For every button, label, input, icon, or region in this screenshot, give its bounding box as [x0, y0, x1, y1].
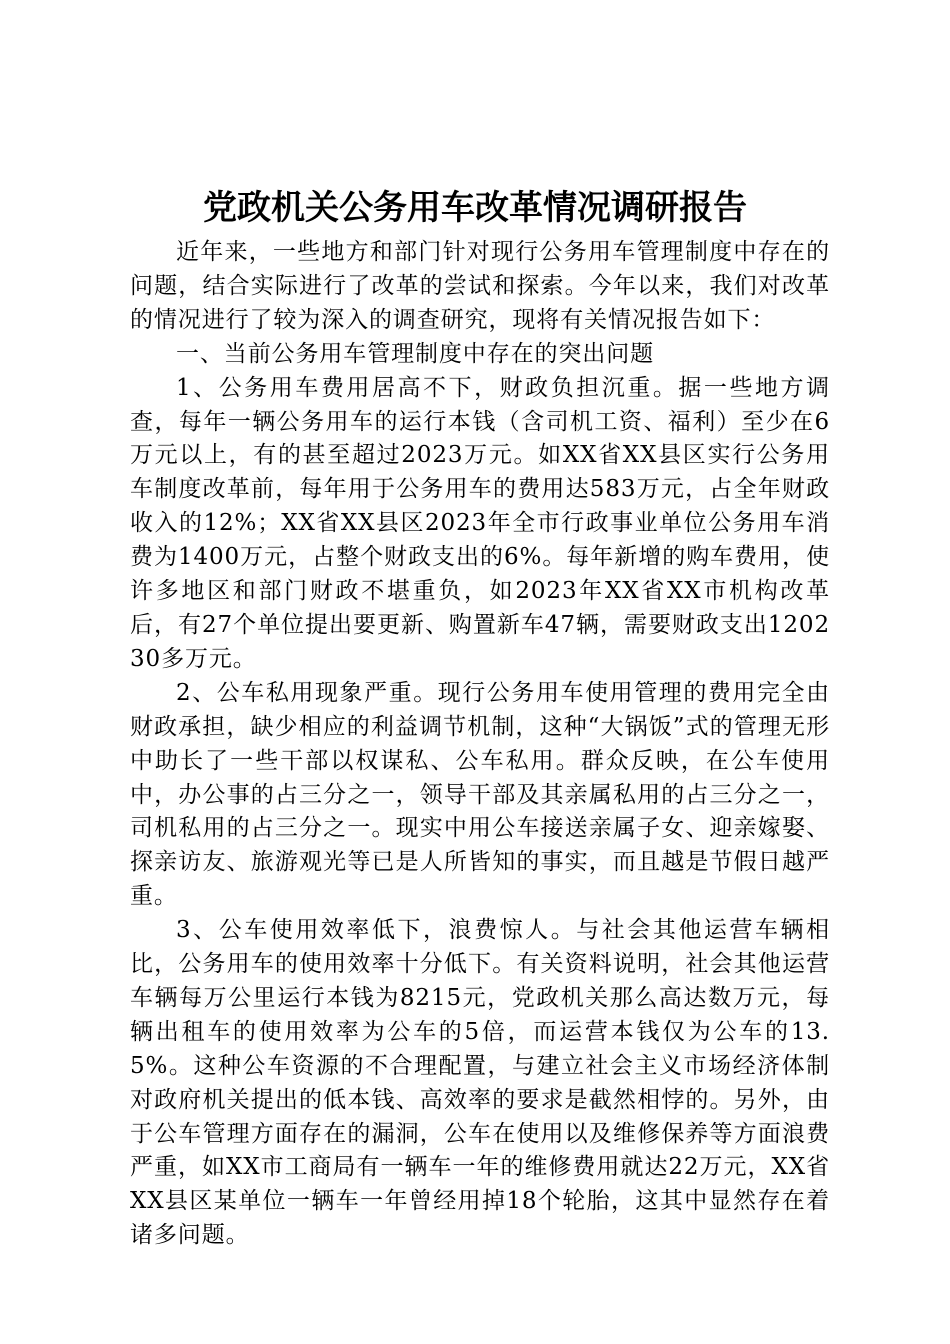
paragraph-item-3: 3、公车使用效率低下，浪费惊人。与社会其他运营车辆相比，公务用车的使用效率十分低下。有关资料说明，社会其他运营车辆每万公里运行本钱为8215元，党政机关那么高达数万元，每辆出租车的使用效率为公车的5倍，而运营本钱仅为公车的13.5%。这种公车资源的不合理配置，与建立社会主义市场经济体制对政府机关提出的低本钱、高效率的要求是截然相悖的。另外，由于公车管理方面存在的漏洞，公车在使用以及维修保养等方面浪费严重，如XX市工商局有一辆车一年的维修费用就达22万元，XX省XX县区某单位一辆车一年曾经用掉18个轮胎，这其中显然存在着诸多问题。: [130, 917, 830, 1249]
paragraph-item-1: 1、公务用车费用居高不下，财政负担沉重。据一些地方调查，每年一辆公务用车的运行本钱（含司机工资、福利）至少在6万元以上，有的甚至超过2023万元。如XX省XX县区实行公务用车制度改革前，每年用于公务用车的费用达583万元，占全年财政收入的12%；XX省XX县区2023年全市行政事业单位公务用车消费为1400万元，占整个财政支出的6%。每年新增的购车费用，使许多地区和部门财政不堪重负，如2023年XX省XX市机构改革后，有27个单位提出要更新、购置新车47辆，需要财政支出120230多万元。: [130, 374, 830, 672]
paragraph-item-2: 2、公车私用现象严重。现行公务用车使用管理的费用完全由财政承担，缺少相应的利益调节机制，这种“大锅饭”式的管理无形中助长了一些干部以权谋私、公车私用。群众反映，在公车使用中，办公事的占三分之一，领导干部及其亲属私用的占三分之一，司机私用的占三分之一。现实中用公车接送亲属子女、迎亲嫁娶、探亲访友、旅游观光等已是人所皆知的事实，而且越是节假日越严重。: [130, 679, 830, 910]
document-title: 党政机关公务用车改革情况调研报告: [203, 188, 747, 228]
section-heading-1: 一、当前公务用车管理制度中存在的突出问题: [176, 340, 654, 367]
document-body: [130, 236, 830, 1253]
paragraph-intro: 近年来，一些地方和部门针对现行公务用车管理制度中存在的问题，结合实际进行了改革的尝试和探索。今年以来，我们对改革的情况进行了较为深入的调查研究，现将有关情况报告如下：: [130, 239, 830, 333]
